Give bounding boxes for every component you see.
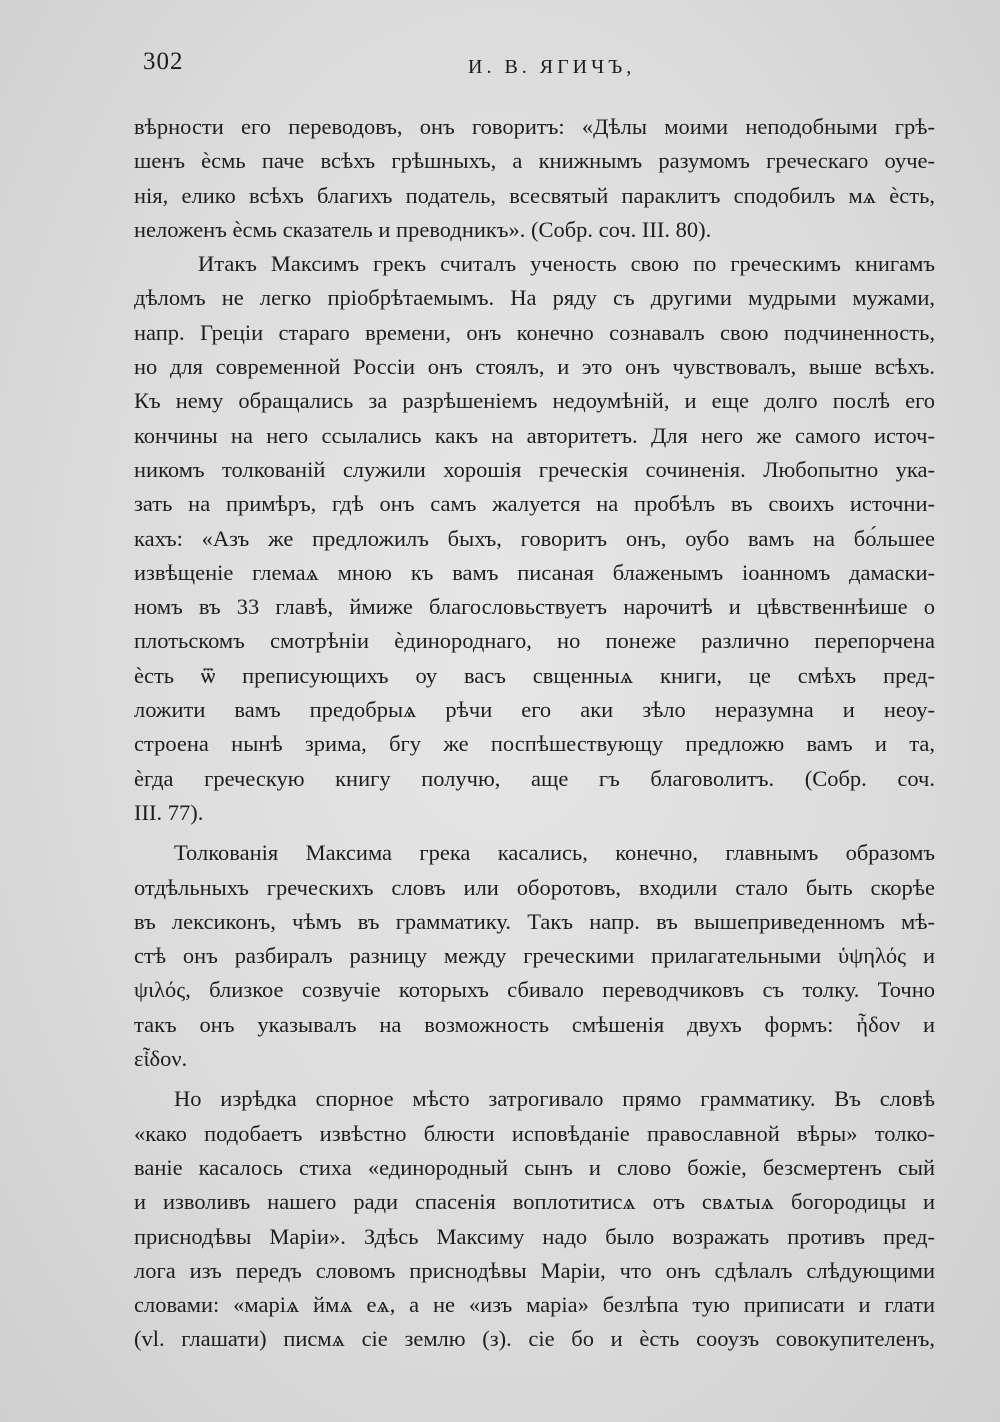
text-line: отдѣльныхъ греческихъ словъ или оборотовъ, входили стало быть скорѣе (134, 874, 935, 900)
text-line: III. 77). (134, 799, 204, 825)
text-line: въ лексиконъ, чѣмъ въ грамматику. Такъ напр. въ вышеприведенномъ мѣ- (134, 908, 935, 934)
text-line: εἶδον. (134, 1046, 188, 1072)
text-line: плотьскомъ смотрѣніи ѐдинороднаго, но понеже различно перепорчена (134, 628, 935, 654)
text-line: Къ нему обращались за разрѣшеніемъ недоумѣній, и еще долго послѣ его (134, 388, 935, 414)
text-line: «како подобаетъ извѣстно блюсти исповѣданіе православной вѣры» толко- (134, 1120, 935, 1146)
paragraph (110, 247, 935, 830)
running-head (143, 48, 933, 84)
text-line: никомъ толкованій служили хорошія греческія сочиненія. Любопытно ука- (134, 456, 935, 482)
text-line: дѣломъ не легко пріобрѣтаемымъ. На ряду съ другими мудрыми мужами, (134, 285, 935, 311)
text-line: кончины на него ссылались какъ на авторитетъ. Для него же самого источ- (134, 422, 935, 448)
paragraph (110, 1082, 935, 1356)
text-line: извѣщеніе глемаѧ мною къ вамъ писаная блаженымъ іоанномъ дамаски- (134, 559, 935, 585)
running-title: И. В. ЯГИЧЪ, (468, 56, 636, 78)
page-number: 302 (143, 48, 184, 75)
text-line: лога изъ передъ словомъ приснодѣвы Маріи, что онъ сдѣлалъ слѣдующими (134, 1257, 935, 1283)
text-line: (vl. глашати) писмѧ сіе землю (з). сіе бо и ѐсть сооузъ совокупителенъ, (134, 1326, 935, 1352)
text-line: стѣ онъ разбиралъ разницу между греческими прилагательными ὑψηλός и (134, 943, 935, 969)
text-line: ваніе касалось стиха «единородный сынъ и слово божіе, безсмертенъ сый (134, 1154, 935, 1180)
paragraph (110, 110, 935, 247)
text-line: словами: «маріѧ ймѧ еѧ, а не «изъ маріа» безлѣпа тую приписати и глати (134, 1292, 935, 1318)
text-line: ѐгда греческую книгу получю, аще гъ благоволитъ. (Собр. соч. (134, 765, 935, 791)
text-line: но для современной Россіи онъ стоялъ, и это онъ чувствовалъ, выше всѣхъ. (134, 354, 935, 380)
text-line: ѐсть ѿ преписующихъ оу васъ свщенныѧ книги, це смѣхъ пред- (134, 662, 935, 688)
text-line: нія, елико всѣхъ благихъ податель, всесвятый параклитъ сподобилъ мѧ ѐсть, (134, 182, 935, 208)
text-line: приснодѣвы Маріи». Здѣсь Максиму надо было возражать противъ пред- (134, 1223, 935, 1249)
text-line: Итакъ Максимъ грекъ считалъ ученость свою по греческимъ книгамъ (198, 251, 935, 277)
text-line: напр. Греціи стараго времени, онъ конечно сознавалъ свою подчиненность, (134, 319, 935, 345)
paragraph (110, 836, 935, 1076)
text-line: неложенъ ѐсмь сказатель и преводникъ». (Собр. соч. III. 80). (134, 216, 712, 242)
text-line: ложити вамъ предобрыѧ рѣчи его аки зѣло неразумна и неоу- (134, 697, 935, 723)
text-line: номъ въ 33 главѣ, ймиже благословьствуетъ нарочитѣ и цѣвственнѣише о (134, 594, 935, 620)
text-line: такъ онъ указывалъ на возможность смѣшенія двухъ формъ: ἦδον и (134, 1011, 935, 1037)
text-line: и изволивъ нашего ради спасенія воплотитисѧ отъ свѧтыѧ богородицы и (134, 1189, 935, 1215)
text-line: зать на примѣръ, гдѣ онъ самъ жалуется на пробѣлъ въ своихъ источни- (134, 491, 935, 517)
text-line: шенъ ѐсмь паче всѣхъ грѣшныхъ, а книжнымъ разумомъ греческаго оуче- (134, 148, 935, 174)
text-column (110, 110, 935, 1357)
text-line: вѣрности его переводовъ, онъ говоритъ: «Дѣлы моими неподобными грѣ- (134, 114, 935, 139)
text-line: Но изрѣдка спорное мѣсто затрогивало прямо грамматику. Въ словѣ (174, 1086, 935, 1112)
text-line: кахъ: «Азъ же предложилъ быхъ, говоритъ онъ, оубо вамъ на бо́льшее (134, 525, 935, 551)
text-line: ψιλός, близкое созвучіе которыхъ сбивало переводчиковъ съ толку. Точно (134, 977, 935, 1003)
text-line: Толкованія Максима грека касались, конечно, главнымъ образомъ (174, 840, 935, 866)
text-line: строена нынѣ зрима, бгу же поспѣшествующу предложю вамъ и та, (134, 731, 935, 757)
